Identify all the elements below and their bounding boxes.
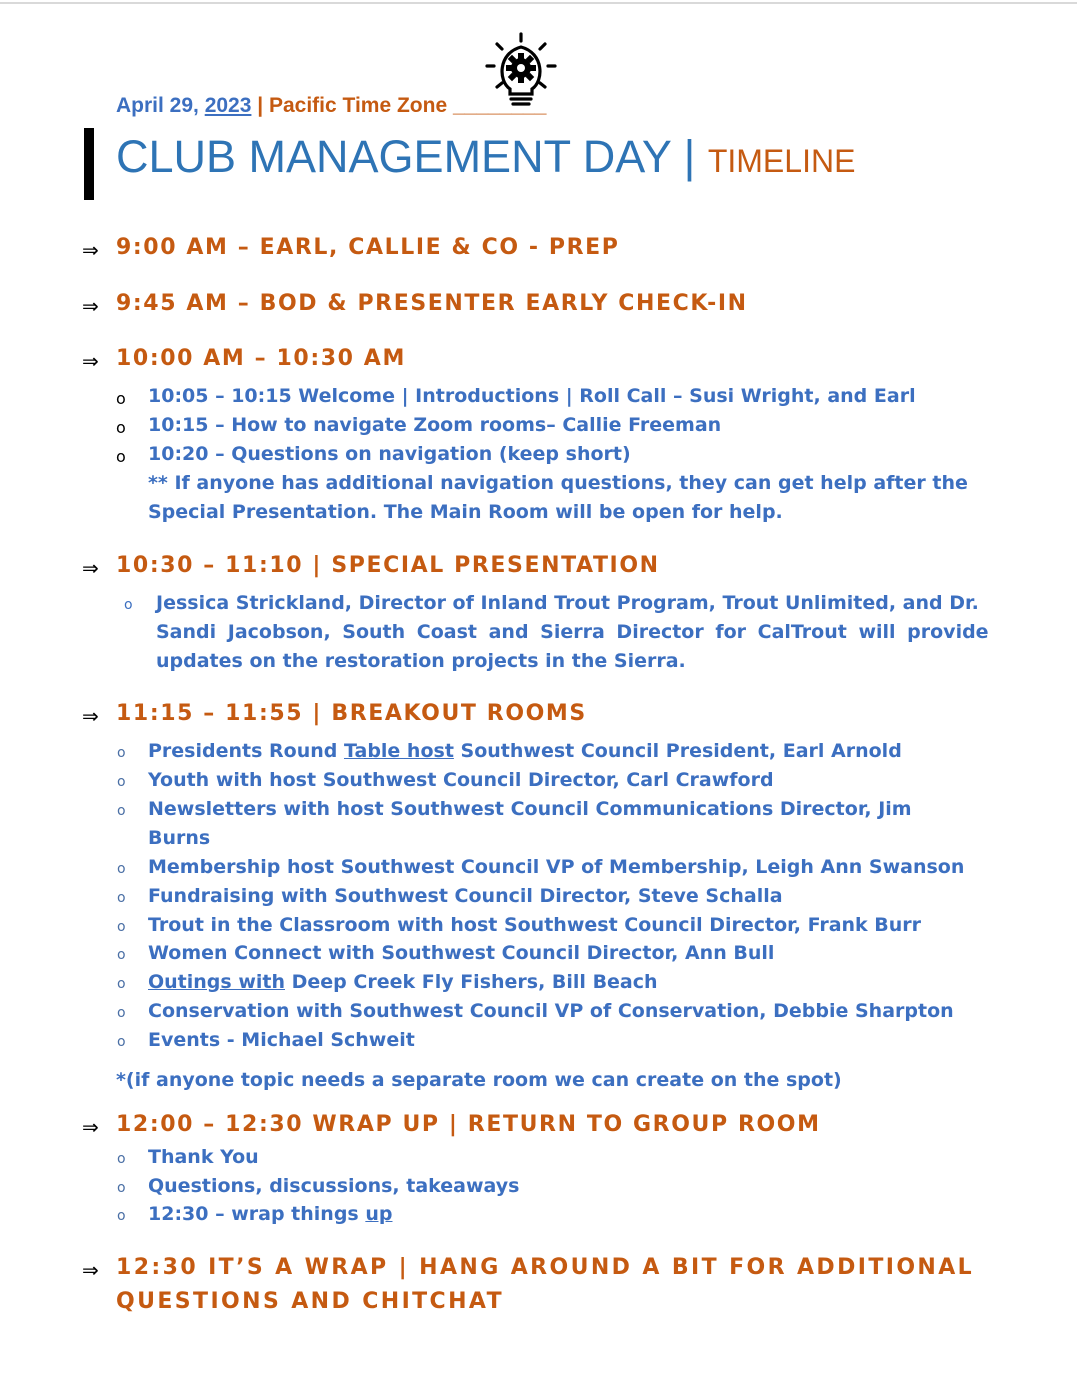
section-heading-prep: 9:00 AM – EARL, CALLIE & CO - PREP	[116, 235, 620, 260]
bullet-icon: o	[117, 1005, 126, 1021]
note-line: Special Presentation. The Main Room will be open for help.	[148, 501, 783, 523]
double-arrow-icon: ⇒	[82, 238, 99, 262]
bullet-icon: o	[117, 976, 126, 992]
list-item: Trout in the Classroom with host Southwest Council Director, Frank Burr	[148, 914, 922, 936]
item-text-underlined: Outings with	[148, 971, 285, 993]
bullet-icon: o	[117, 1034, 126, 1050]
presentation-line: Sandi Jacobson, South Coast and Sierra Director for CalTrout will provide	[156, 621, 989, 643]
bullet-icon: o	[116, 447, 126, 466]
date-line	[116, 94, 546, 118]
item-text: Southwest Council President, Earl Arnold	[453, 740, 902, 762]
section-heading-final: 12:30 IT’S A WRAP | HANG AROUND A BIT FOR ADDITIONAL	[116, 1255, 975, 1280]
section-heading-final-line2: QUESTIONS AND CHITCHAT	[116, 1289, 505, 1314]
presentation-line: Jessica Strickland, Director of Inland Trout Program, Trout Unlimited, and Dr.	[156, 592, 979, 614]
title-main: CLUB MANAGEMENT DAY |	[116, 131, 696, 182]
section-heading-presentation: 10:30 – 11:10 | SPECIAL PRESENTATION	[116, 553, 660, 578]
bullet-icon: o	[117, 774, 126, 790]
bullet-icon: o	[117, 1208, 126, 1224]
date-prefix: April 29,	[116, 94, 205, 117]
item-text-underlined: Table host	[343, 740, 454, 762]
double-arrow-icon: ⇒	[82, 349, 99, 373]
list-item: Conservation with Southwest Council VP of Conservation, Debbie Sharpton	[148, 1000, 954, 1022]
item-text: 12:30 – wrap things	[148, 1203, 366, 1225]
bullet-icon: o	[117, 1151, 126, 1167]
double-arrow-icon: ⇒	[82, 1115, 99, 1139]
list-item: Fundraising with Southwest Council Director, Steve Schalla	[148, 885, 783, 907]
item-text-underlined: up	[365, 1203, 393, 1225]
list-item: Youth with host Southwest Council Director, Carl Crawford	[148, 769, 774, 791]
list-item: Membership host Southwest Council VP of Membership, Leigh Ann Swanson	[148, 856, 965, 878]
list-item: Thank You	[148, 1146, 259, 1168]
double-arrow-icon: ⇒	[82, 704, 99, 728]
double-arrow-icon: ⇒	[82, 556, 99, 580]
bullet-icon: o	[117, 919, 126, 935]
list-item: 10:20 – Questions on navigation (keep short)	[148, 443, 631, 465]
timezone: | Pacific Time Zone ________	[251, 94, 547, 117]
list-item: 10:05 – 10:15 Welcome | Introductions | Roll Call – Susi Wright, and Earl	[148, 385, 916, 407]
bullet-icon: o	[117, 745, 126, 761]
section-heading-breakout: 11:15 – 11:55 | BREAKOUT ROOMS	[116, 701, 587, 726]
list-item	[148, 1203, 392, 1225]
list-item: Women Connect with Southwest Council Director, Ann Bull	[148, 942, 775, 964]
presentation-line: updates on the restoration projects in the Sierra.	[156, 650, 686, 672]
bullet-icon: o	[117, 861, 126, 877]
list-item	[148, 971, 658, 993]
breakout-note: *(if anyone topic needs a separate room we can create on the spot)	[116, 1069, 842, 1091]
double-arrow-icon: ⇒	[82, 1258, 99, 1282]
section-heading-checkin: 9:45 AM – BOD & PRESENTER EARLY CHECK-IN	[116, 291, 748, 316]
bullet-icon: o	[116, 418, 126, 437]
bullet-icon: o	[116, 389, 126, 408]
title-sub: TIMELINE	[707, 143, 856, 179]
title-accent-bar	[84, 128, 94, 200]
double-arrow-icon: ⇒	[82, 294, 99, 318]
list-item: 10:15 – How to navigate Zoom rooms– Callie Freeman	[148, 414, 722, 436]
list-item: Events - Michael Schweit	[148, 1029, 415, 1051]
bullet-icon: o	[117, 803, 126, 819]
list-item-continuation: Burns	[148, 827, 211, 849]
bullet-icon: o	[124, 597, 133, 613]
page-title	[116, 132, 855, 182]
item-text: Presidents Round	[148, 740, 344, 762]
section-heading-wrapup: 12:00 – 12:30 WRAP UP | RETURN TO GROUP ROOM	[116, 1112, 821, 1137]
page-top-border	[0, 2, 1077, 4]
section-heading-1000: 10:00 AM – 10:30 AM	[116, 346, 406, 371]
list-item: Newsletters with host Southwest Council Communications Director, Jim	[148, 798, 912, 820]
list-item: Questions, discussions, takeaways	[148, 1175, 520, 1197]
item-text: Deep Creek Fly Fishers, Bill Beach	[285, 971, 658, 993]
bullet-icon: o	[117, 890, 126, 906]
bullet-icon: o	[117, 947, 126, 963]
note-line: ** If anyone has additional navigation questions, they can get help after the	[148, 472, 968, 494]
bullet-icon: o	[117, 1180, 126, 1196]
list-item	[148, 740, 902, 762]
date-year: 2023	[204, 94, 252, 117]
